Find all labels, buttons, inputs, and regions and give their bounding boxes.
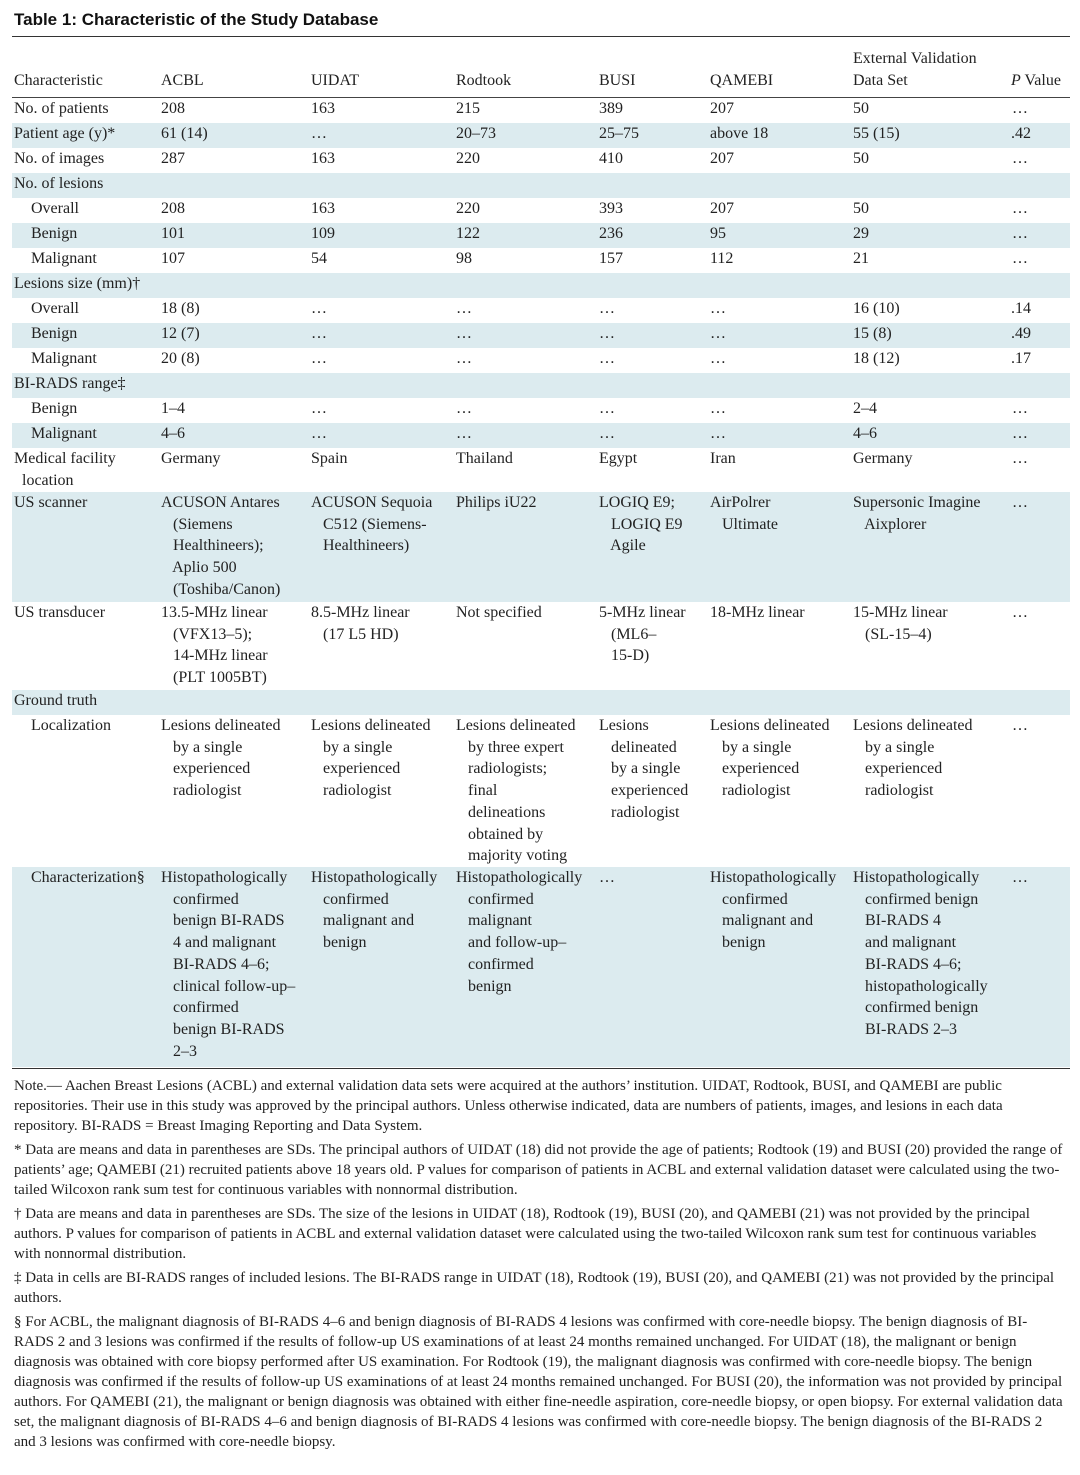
cell-busi: 393 (599, 200, 623, 217)
note-asterisk: * Data are means and data in parentheses are SDs. The principal authors of UIDAT (18) did not provide the age of patients; Rodtook (19) and BUSI (20) provided the range of patients’ age; QAMEBI (21) recruited patients above 18 years old. P values for comparison of patients in ACBL and external validation dataset were calculated using the two-tailed Wilcoxon rank sum test for continuous variables with nonnormal distribution. (14, 1142, 1063, 1198)
table-row (12, 492, 1070, 602)
table-row (12, 602, 1070, 690)
cell-uidat: 54 (311, 250, 327, 267)
row-label: No. of images (14, 150, 105, 167)
cell-acbl: 4–6 (161, 425, 185, 442)
cell-rodtook: 220 (456, 200, 480, 217)
cell-p-value: … (1012, 100, 1028, 117)
cell-external: 29 (853, 225, 869, 242)
cell-uidat: … (311, 425, 327, 442)
cell-external: 16 (10) (853, 300, 900, 317)
cell-acbl: 20 (8) (161, 350, 200, 367)
cell-external: Lesions delineated by a single experienced radiologist (853, 717, 973, 800)
cell-p-value: .17 (1011, 350, 1031, 367)
cell-uidat: 163 (311, 150, 335, 167)
cell-acbl: 101 (161, 225, 185, 242)
cell-qamebi: Histopathologically confirmed malignant and benign (710, 869, 837, 952)
row-label: BI-RADS range‡ (14, 375, 126, 392)
cell-acbl: 1–4 (161, 400, 185, 417)
cell-qamebi: … (710, 300, 726, 317)
cell-busi: Lesions delineated by a single experienced radiologist (599, 717, 689, 821)
cell-p-value: … (1012, 225, 1028, 242)
cell-busi: 410 (599, 150, 623, 167)
cell-external: 18 (12) (853, 350, 900, 367)
cell-p-value: .42 (1011, 125, 1031, 142)
header-p-letter: P (1011, 72, 1021, 89)
table-row (12, 373, 1070, 398)
note-main: Note.— Aachen Breast Lesions (ACBL) and external validation data sets were acquired at the authors’ institution. UIDAT, Rodtook, BUSI, and QAMEBI are public repositories. Their use in this study was approved by the principal authors. Unless otherwise indicated, data are numbers of patients, images, and lesions in each data repository. BI-RADS = Breast Imaging Reporting and Data System. (14, 1078, 1003, 1134)
cell-p-value: … (1012, 250, 1028, 267)
row-label: Malignant (31, 425, 97, 442)
table-title: Table 1: Characteristic of the Study Database (14, 10, 379, 29)
cell-external: 50 (853, 200, 869, 217)
cell-rodtook: 98 (456, 250, 472, 267)
cell-qamebi: AirPolrer Ultimate (710, 494, 778, 533)
header-busi: BUSI (599, 72, 636, 89)
cell-rodtook: Philips iU22 (456, 494, 537, 511)
cell-acbl: Histopathologically confirmed benign BI-RADS 4 and malignant BI-RADS 4–6; clinical follow-up– confirmed benign BI-RADS 2–3 (161, 869, 296, 1060)
header-acbl: ACBL (161, 72, 204, 89)
cell-uidat: … (311, 400, 327, 417)
cell-p-value: … (1012, 450, 1028, 467)
row-label: Benign (31, 225, 78, 242)
cell-external: 15 (8) (853, 325, 892, 342)
table-row (12, 298, 1070, 323)
cell-rodtook: Lesions delineated by three expert radiologists; final delineations obtained by majority voting (456, 717, 576, 865)
cell-qamebi: 95 (710, 225, 726, 242)
cell-busi: … (599, 425, 615, 442)
row-label: Medical facility location (14, 450, 116, 489)
cell-uidat: 163 (311, 200, 335, 217)
cell-acbl: ACUSON Antares (Siemens Healthineers); Aplio 500 (Toshiba/Canon) (161, 494, 281, 598)
table-row (12, 398, 1070, 423)
table-row (12, 690, 1070, 715)
table-row (12, 198, 1070, 223)
row-label: Malignant (31, 350, 97, 367)
cell-p-value: … (1012, 869, 1028, 886)
header-qamebi: QAMEBI (710, 72, 774, 89)
header-external-line1: External Validation (853, 50, 977, 67)
row-label: Benign (31, 400, 78, 417)
cell-uidat: … (311, 125, 327, 142)
cell-busi: … (599, 325, 615, 342)
cell-acbl: 61 (14) (161, 125, 208, 142)
row-label: Patient age (y)* (14, 125, 116, 142)
cell-rodtook: … (456, 325, 472, 342)
cell-p-value: … (1012, 150, 1028, 167)
note-section: § For ACBL, the malignant diagnosis of BI-RADS 4–6 and benign diagnosis of BI-RADS 4 lesions was confirmed with core-needle biopsy. The benign diagnosis of BI-RADS 2 and 3 lesions was confirmed if the results of follow-up US examinations of at least 24 months remained unchanged. For UIDAT (18), the malignant or benign diagnosis was obtained with core biopsy performed after US examination. For Rodtook (19), the malignant diagnosis was confirmed with core-needle biopsy. The benign diagnosis was confirmed if the results of follow-up US examinations of at least 24 months remained unchanged. For BUSI (20), the information was not provided by principal authors. For QAMEBI (21), the malignant or benign diagnosis was obtained with either fine-needle aspiration, core-needle biopsy, or open biopsy. For external validation data set, the malignant diagnosis of BI-RADS 4–6 and benign diagnosis of BI-RADS 4 lesions was confirmed with core-needle biopsy. The benign diagnosis of the BI-RADS 2 and 3 lesions was confirmed with core-needle biopsy. (14, 1314, 1063, 1450)
cell-uidat: 8.5-MHz linear (17 L5 HD) (311, 604, 410, 643)
cell-external: 15-MHz linear (SL-15–4) (853, 604, 948, 643)
cell-external: 2–4 (853, 400, 877, 417)
cell-acbl: 18 (8) (161, 300, 200, 317)
row-label: Overall (31, 200, 79, 217)
table-row (12, 715, 1070, 867)
header-row (12, 48, 1070, 96)
cell-busi: … (599, 400, 615, 417)
cell-acbl: Lesions delineated by a single experienced radiologist (161, 717, 281, 800)
cell-uidat: … (311, 325, 327, 342)
cell-rodtook: … (456, 425, 472, 442)
row-label: Malignant (31, 250, 97, 267)
cell-qamebi: 207 (710, 150, 734, 167)
header-external-line2: Data Set (853, 72, 908, 89)
cell-rodtook: 220 (456, 150, 480, 167)
table-row (12, 223, 1070, 248)
table-row (12, 423, 1070, 448)
cell-qamebi: 18-MHz linear (710, 604, 805, 621)
table-row (12, 98, 1070, 123)
row-label: Ground truth (14, 692, 98, 709)
cell-busi: … (599, 869, 615, 886)
table-row (12, 123, 1070, 148)
cell-rodtook: 122 (456, 225, 480, 242)
table-row (12, 448, 1070, 492)
cell-uidat: … (311, 300, 327, 317)
note-dagger: † Data are means and data in parentheses are SDs. The size of the lesions in UIDAT (18), Rodtook (19), BUSI (20), and QAMEBI (21) was not provided by the principal authors. P values for comparison of patients in ACBL and external validation dataset were calculated using the two-tailed Wilcoxon rank sum test for continuous variables with nonnormal distribution. (14, 1206, 1037, 1262)
cell-external: Germany (853, 450, 913, 467)
cell-uidat: ACUSON Sequoia C512 (Siemens- Healthineers) (311, 494, 433, 555)
cell-p-value: … (1012, 400, 1028, 417)
cell-acbl: 208 (161, 100, 185, 117)
cell-external: 21 (853, 250, 869, 267)
row-label: Characterization§ (31, 869, 145, 886)
cell-external: Supersonic Imagine Aixplorer (853, 494, 981, 533)
header-characteristic: Characteristic (14, 72, 103, 89)
cell-p-value: … (1012, 717, 1028, 734)
cell-qamebi: … (710, 400, 726, 417)
cell-uidat: 163 (311, 100, 335, 117)
cell-external: 50 (853, 150, 869, 167)
cell-rodtook: 20–73 (456, 125, 496, 142)
cell-qamebi: 207 (710, 200, 734, 217)
header-rodtook: Rodtook (456, 72, 512, 89)
cell-p-value: … (1012, 604, 1028, 621)
table-row (12, 273, 1070, 298)
cell-external: 4–6 (853, 425, 877, 442)
cell-qamebi: … (710, 325, 726, 342)
cell-rodtook: Histopathologically confirmed malignant and follow-up– confirmed benign (456, 869, 583, 995)
cell-acbl: 13.5-MHz linear (VFX13–5); 14-MHz linear (PLT 1005BT) (161, 604, 268, 687)
note-double-dagger: ‡ Data in cells are BI-RADS ranges of included lesions. The BI-RADS range in UIDAT (18), Rodtook (19), BUSI (20), and QAMEBI (21) was not provided by the principal authors. (14, 1270, 1055, 1306)
table-row (12, 173, 1070, 198)
cell-qamebi: Lesions delineated by a single experienced radiologist (710, 717, 830, 800)
cell-p-value: .14 (1011, 300, 1031, 317)
cell-uidat: 109 (311, 225, 335, 242)
header-uidat: UIDAT (311, 72, 359, 89)
cell-acbl: 12 (7) (161, 325, 200, 342)
table-row (12, 867, 1070, 1067)
cell-external: 50 (853, 100, 869, 117)
cell-busi: … (599, 300, 615, 317)
cell-uidat: Histopathologically confirmed malignant and benign (311, 869, 438, 952)
row-label: Benign (31, 325, 78, 342)
cell-rodtook: Not specified (456, 604, 542, 621)
row-label: US transducer (14, 604, 106, 621)
table-row (12, 148, 1070, 173)
title-rule (12, 36, 1070, 37)
cell-acbl: 208 (161, 200, 185, 217)
cell-acbl: 107 (161, 250, 185, 267)
cell-busi: Egypt (599, 450, 638, 467)
table-row (12, 348, 1070, 373)
cell-p-value: … (1012, 494, 1028, 511)
cell-p-value: … (1012, 425, 1028, 442)
header-p-word: Value (1020, 72, 1061, 89)
cell-qamebi: … (710, 425, 726, 442)
cell-acbl: 287 (161, 150, 185, 167)
cell-external: 55 (15) (853, 125, 900, 142)
table-row (12, 323, 1070, 348)
table-bottom-rule (12, 1068, 1070, 1069)
cell-external: Histopathologically confirmed benign BI-RADS 4 and malignant BI-RADS 4–6; histopathologically confirmed benign BI-RADS 2–3 (853, 869, 988, 1038)
table-row (12, 248, 1070, 273)
row-label: US scanner (14, 494, 88, 511)
row-label: No. of patients (14, 100, 109, 117)
cell-busi: 236 (599, 225, 623, 242)
cell-acbl: Germany (161, 450, 221, 467)
cell-busi: … (599, 350, 615, 367)
cell-qamebi: 207 (710, 100, 734, 117)
cell-rodtook: … (456, 400, 472, 417)
row-label: Overall (31, 300, 79, 317)
cell-busi: LOGIQ E9; LOGIQ E9 Agile (599, 494, 683, 555)
cell-qamebi: 112 (710, 250, 734, 267)
cell-uidat: Lesions delineated by a single experienced radiologist (311, 717, 431, 800)
row-label: No. of lesions (14, 175, 104, 192)
cell-busi: 25–75 (599, 125, 639, 142)
cell-rodtook: Thailand (456, 450, 513, 467)
table-notes (14, 1076, 1064, 1456)
cell-rodtook: … (456, 300, 472, 317)
row-label: Lesions size (mm)† (14, 275, 141, 292)
cell-qamebi: Iran (710, 450, 736, 467)
cell-p-value: .49 (1011, 325, 1031, 342)
cell-uidat: Spain (311, 450, 348, 467)
cell-uidat: … (311, 350, 327, 367)
cell-busi: 389 (599, 100, 623, 117)
cell-p-value: … (1012, 200, 1028, 217)
header-p-value (1011, 70, 1061, 92)
cell-rodtook: … (456, 350, 472, 367)
cell-qamebi: … (710, 350, 726, 367)
cell-qamebi: above 18 (710, 125, 769, 142)
row-label: Localization (31, 717, 111, 734)
cell-rodtook: 215 (456, 100, 480, 117)
cell-busi: 157 (599, 250, 623, 267)
cell-busi: 5-MHz linear (ML6– 15-D) (599, 604, 686, 665)
